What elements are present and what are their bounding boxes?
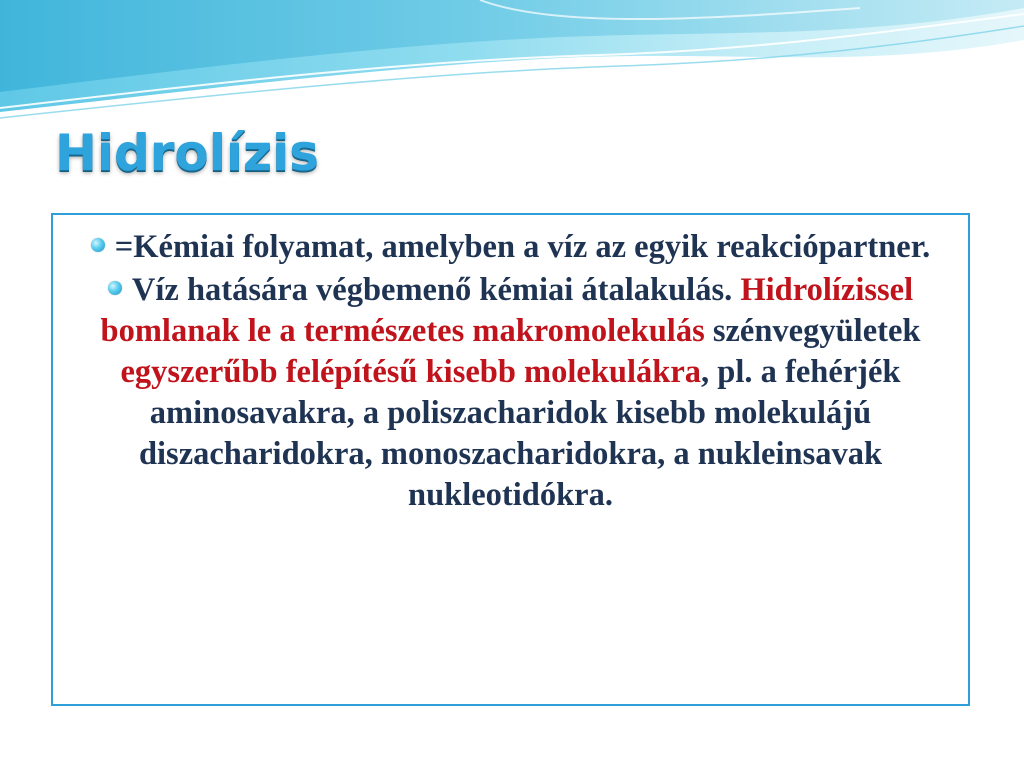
bullet-list	[73, 227, 948, 516]
bullet-item	[73, 270, 948, 516]
bullet-dot-icon	[108, 281, 122, 295]
slide-title: Hidrolízis	[55, 124, 320, 182]
header-wave-decoration	[0, 0, 1024, 130]
bullet-text: Víz hatására végbemenő kémiai átalakulás.	[131, 272, 741, 308]
emphasized-text: Hidrolízissel bomlanak le a természetes makromolekulás	[100, 272, 914, 349]
bullet-item	[73, 227, 948, 268]
content-box	[51, 213, 970, 706]
bullet-text: szénvegyületek	[704, 313, 921, 349]
bullet-text: , pl. a fehérjék aminosavakra, a poliszacharidok kisebb molekulájú diszacharidokra, monoszacharidokra, a nukleinsavak nukleotidókra.	[138, 354, 901, 513]
bullet-dot-icon	[91, 238, 105, 252]
bullet-text: =Kémiai folyamat, amelyben a víz az egyik reakciópartner.	[114, 229, 931, 265]
emphasized-text: egyszerűbb felépítésű kisebb molekulákra	[120, 354, 702, 390]
